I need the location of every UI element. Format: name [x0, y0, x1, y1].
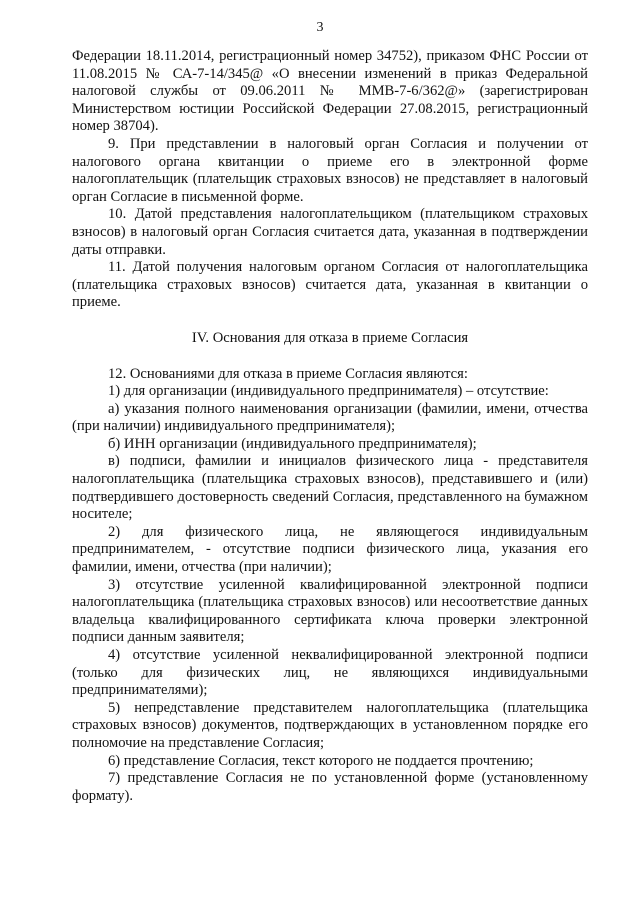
paragraph-12: 12. Основаниями для отказа в приеме Согласия являются:	[108, 365, 468, 382]
list-item: 1) для организации (индивидуального предпринимателя) – отсутствие:	[108, 383, 549, 400]
paragraph-10: 10. Датой представления налогоплательщиком (плательщиком страховых взносов) в налоговый орган Согласия считается дата, указанная в подтверждении даты отправки.	[72, 206, 588, 258]
document-body	[72, 48, 588, 805]
page-number: 3	[316, 20, 324, 35]
paragraph-9: 9. При представлении в налоговый орган Согласия и получении от налогового органа квитанции о приеме его в электронной форме налогоплательщик (плательщик страховых взносов) не представляет в налоговый орган Согласие в письменной форме.	[72, 135, 588, 205]
list-item: 6) представление Согласия, текст которого не поддается прочтению;	[108, 752, 534, 769]
list-item: 3) отсутствие усиленной квалифицированной электронной подписи налогоплательщика (плательщика страховых взносов) или несоответствие данных владельца квалифицированного сертификата ключа проверки электронной подписи данным заявителя;	[72, 576, 588, 646]
paragraph-continuation: Федерации 18.11.2014, регистрационный номер 34752), приказом ФНС России от 11.08.2015 № СА-7-14/345@ «О внесении изменений в приказ Федеральной налоговой службы от 09.06.2011 № ММВ-7-6/362@» (зарегистрирован Министерством юстиции Российской Федерации 27.08.2015, регистрационный номер 38704).	[72, 48, 588, 135]
section-heading: IV. Основания для отказа в приеме Согласия	[191, 329, 469, 346]
list-item: в) подписи, фамилии и инициалов физического лица - представителя налогоплательщика (плательщика страховых взносов), представившего и (или) подтвердившего достоверность сведений Согласия, представленного на бумажном носителе;	[72, 453, 588, 523]
list-item: 4) отсутствие усиленной неквалифицированной электронной подписи (только для физических лиц, не являющихся индивидуальными предпринимателями);	[72, 647, 588, 699]
list-item: 7) представление Согласия не по установленной форме (установленному формату).	[72, 770, 588, 804]
list-item: 5) непредставление представителем налогоплательщика (плательщика страховых взносов) документов, подтверждающих в установленном порядке его полномочие на представление Согласия;	[72, 699, 588, 751]
list-item: б) ИНН организации (индивидуального предпринимателя);	[108, 435, 477, 452]
list-item: 2) для физического лица, не являющегося индивидуальным предпринимателем, - отсутствие подписи физического лица, указания его фамилии, имени, отчества (при наличии);	[72, 523, 588, 576]
list-item: а) указания полного наименования организации (фамилии, имени, отчества (при наличии) индивидуального предпринимателя);	[72, 400, 588, 435]
paragraph-11: 11. Датой получения налоговым органом Согласия от налогоплательщика (плательщика страховых взносов) считается дата, указанная в квитанции о приеме.	[72, 259, 588, 311]
